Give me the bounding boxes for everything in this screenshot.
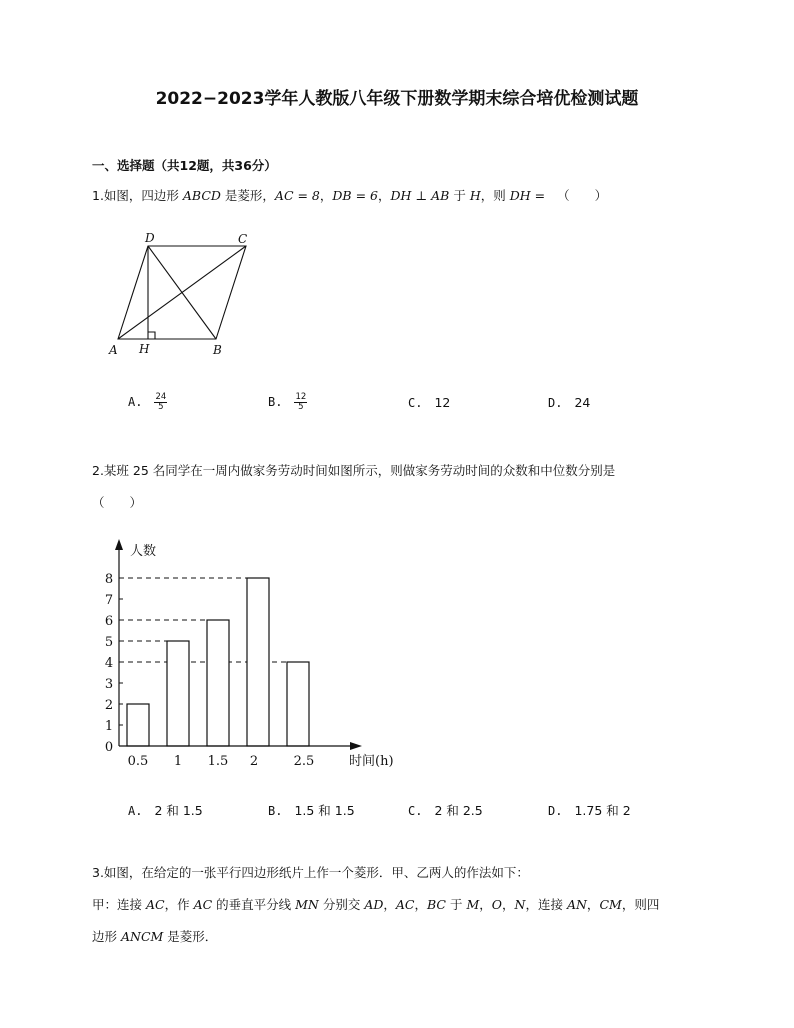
y-tick-label: 4 [104,656,114,671]
q3-math: AC [193,897,213,912]
y-tick-label: 0 [104,740,114,755]
q3-text: ， [383,897,396,912]
option-label: D. [548,396,563,410]
q2-option-d[interactable] [548,801,631,819]
option-text: 2 和 2.5 [434,803,483,818]
x-tick-label: 1.5 [207,754,229,769]
x-tick-label: 0.5 [127,754,149,769]
option-text: 1.5 和 1.5 [294,803,355,818]
right-angle-mark [148,332,155,339]
diagonal-db [148,246,216,339]
option-text: 24 [574,395,591,410]
rhombus-figure [105,228,255,363]
section-header: 一、选择题（共12题，共36分） [92,158,277,173]
housework-bar-chart [100,535,410,775]
bar-2 [247,578,269,746]
q3-math: CM [599,897,622,912]
y-tick-label: 5 [104,635,114,650]
option-label: C. [408,804,423,818]
fraction-denominator: 5 [298,402,304,412]
bar-0.5 [127,704,149,746]
q3-math: AD [364,897,384,912]
x-axis-title: 时间(h) [349,754,394,769]
x-tick-label: 2 [249,754,259,769]
q1-option-b[interactable] [268,393,307,412]
y-tick-label: 2 [104,698,114,713]
question-2-paren: （ ） [92,495,143,510]
q2-option-b[interactable] [268,801,355,819]
q3-text: ， [414,897,427,912]
q3-math: BC [427,897,446,912]
q3-math: AC [145,897,165,912]
y-axis-title: 人数 [130,544,157,559]
q3-math: M [466,897,480,912]
question-1-text [92,187,607,205]
q3-text: 是菱形． [163,929,218,944]
q3-text: 边形 [92,929,121,944]
q3-text: ， [586,897,600,912]
label-a: A [109,343,118,357]
q3-math: AC [395,897,415,912]
q1-mid1: 是菱形， [220,188,275,203]
label-c: C [238,232,248,246]
fraction [294,393,307,412]
fraction [154,393,167,412]
fraction-numerator: 24 [155,392,167,402]
x-tick-label: 1 [173,754,183,769]
q2-option-a[interactable] [128,801,203,819]
question-3-method-jia-cont [92,928,217,946]
q1-option-a[interactable] [128,393,167,412]
q3-text: ，则四 [621,897,660,912]
q1-cond-perp: DH ⊥ AB [390,188,450,203]
fraction-denominator: 5 [158,402,164,412]
q1-answer-paren: （ ） [557,188,608,203]
q3-text: 的垂直平分线 [212,897,296,912]
y-tick-label: 6 [104,614,114,629]
option-text: 12 [434,395,451,410]
label-d: D [145,231,155,245]
y-tick-label: 8 [104,572,114,587]
option-label: B. [268,395,283,409]
q1-point-h: H [469,188,481,203]
q3-math: AN [566,897,587,912]
q3-math: ANCM [120,929,164,944]
q2-option-c[interactable] [408,801,483,819]
q1-mid3: ，则 [480,188,510,203]
q1-option-d[interactable] [548,395,590,410]
q1-cond-db: DB = 6 [332,188,378,203]
x-tick-label: 2.5 [293,754,315,769]
q3-math: N [514,897,526,912]
q3-text: 分别交 [318,897,365,912]
bar-1.5 [207,620,229,746]
y-axis-arrow-icon [115,539,123,550]
q3-text: ，作 [164,897,194,912]
question-3-text: 3.如图，在给定的一张平行四边形纸片上作一个菱形．甲、乙两人的作法如下： [92,865,529,880]
q3-text: ， [479,897,492,912]
q3-math: MN [295,897,319,912]
q3-text: 于 [445,897,467,912]
q1-sep1: ， [319,188,333,203]
bar-1 [167,641,189,746]
q1-prefix: 1.如图，四边形 [92,188,183,203]
y-tick-label: 3 [104,677,114,692]
label-b: B [213,343,222,357]
q3-math: O [491,897,503,912]
option-text: 1.75 和 2 [574,803,631,818]
q3-text: ，连接 [525,897,567,912]
option-label: C. [408,396,423,410]
q1-mid2: 于 [449,188,470,203]
y-tick-label: 1 [104,719,114,734]
bar-2.5 [287,662,309,746]
label-h: H [139,342,150,356]
option-label: B. [268,804,283,818]
option-label: D. [548,804,563,818]
question-3-method-jia [92,896,659,914]
q3-text: 甲：连接 [92,897,146,912]
q1-option-c[interactable] [408,395,450,410]
q1-sep2: ， [378,188,391,203]
question-2-text: 2.某班 25 名同学在一周内做家务劳动时间如图所示，则做家务劳动时间的众数和中位数分别是 [92,463,616,478]
x-axis-arrow-icon [350,742,362,750]
q3-text: ， [502,897,515,912]
page-title: 2022−2023学年人教版八年级下册数学期末综合培优检测试题 [155,89,639,109]
q1-ask: DH = [509,188,546,203]
q1-quad: ABCD [182,188,221,203]
option-label: A. [128,395,143,409]
fraction-numerator: 12 [295,392,307,402]
option-text: 2 和 1.5 [154,803,203,818]
y-tick-label: 7 [104,593,114,608]
q1-cond-ac: AC = 8 [274,188,320,203]
option-label: A. [128,804,143,818]
